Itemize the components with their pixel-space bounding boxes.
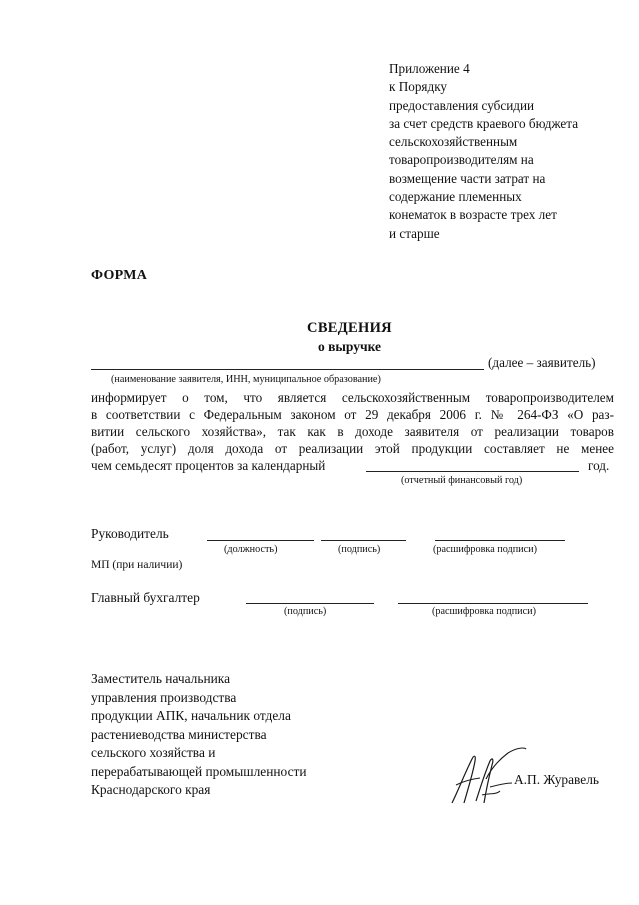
footer-line: перерабатывающей промышленности [91, 763, 307, 779]
form-label: ФОРМА [91, 268, 148, 283]
appendix-block [389, 60, 578, 243]
head-signature-hint: (подпись) [338, 544, 381, 555]
footer-block [91, 670, 307, 800]
head-decoding-field[interactable] [435, 540, 565, 541]
footer-line: сельского хозяйства и [91, 745, 216, 760]
footer-line: продукции АПК, начальник отдела [91, 708, 291, 723]
footer-line: Краснодарского края [91, 782, 211, 797]
head-position-hint: (должность) [224, 544, 278, 555]
appendix-line: к Порядку [389, 79, 448, 95]
accountant-signature-hint: (подпись) [284, 606, 327, 617]
applicant-hint: (наименование заявителя, ИНН, муниципальное образование) [111, 374, 381, 385]
accountant-label: Главный бухгалтер [91, 590, 200, 605]
signer-name: А.П. Журавель [514, 772, 600, 787]
applicant-name-field[interactable] [91, 369, 484, 370]
accountant-signature-field[interactable] [246, 603, 374, 604]
body-line: (работ, услуг) доля дохода от реализации этой продукции составляет не менее [91, 441, 614, 456]
body-line: информирует о том, что является сельскохозяйственным товаропроизводителем [91, 390, 614, 405]
appendix-line: конематок в возрасте трех лет [389, 207, 557, 223]
document-title: СВЕДЕНИЯ [307, 320, 392, 336]
body-line: витии сельского хозяйства», так как в доходе заявителя от реализации товаров [91, 424, 614, 439]
footer-line: растениеводства министерства [91, 726, 267, 742]
footer-line: Заместитель начальника [91, 671, 231, 686]
accountant-decoding-hint: (расшифровка подписи) [432, 606, 536, 617]
accountant-decoding-field[interactable] [398, 603, 588, 604]
body-line: в соответствии с Федеральным законом от 29 декабря 2006 г. № 264-ФЗ «О раз- [91, 407, 614, 422]
appendix-line: товаропроизводителям на [389, 152, 534, 168]
head-signature-field[interactable] [321, 540, 406, 541]
head-position-field[interactable] [207, 540, 314, 541]
reporting-year-field[interactable] [366, 471, 579, 472]
footer-line: управления производства [91, 689, 237, 705]
appendix-line: Приложение 4 [389, 61, 470, 76]
head-decoding-hint: (расшифровка подписи) [433, 544, 537, 555]
body-last-line-end: год. [588, 458, 610, 473]
appendix-line: содержание племенных [389, 189, 522, 205]
head-label: Руководитель [91, 526, 169, 541]
applicant-suffix: (далее – заявитель) [488, 355, 596, 370]
appendix-line: и старше [389, 225, 440, 241]
body-last-line-start: чем семьдесят процентов за календарный [91, 458, 326, 473]
stamp-label: МП (при наличии) [91, 559, 183, 571]
appendix-line: предоставления субсидии [389, 97, 535, 113]
reporting-year-hint: (отчетный финансовый год) [401, 475, 523, 486]
appendix-line: возмещение части затрат на [389, 170, 546, 186]
appendix-line: сельскохозяйственным [389, 134, 518, 150]
document-subtitle: о выручке [317, 339, 382, 354]
appendix-line: за счет средств краевого бюджета [389, 115, 579, 131]
